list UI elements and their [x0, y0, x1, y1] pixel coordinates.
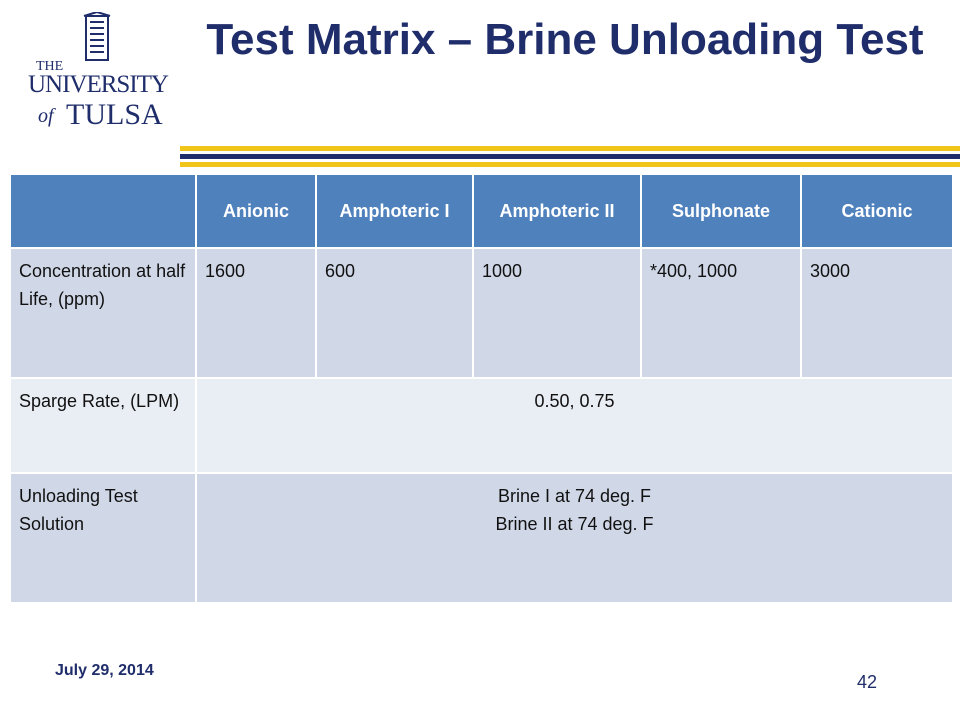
table-header-row — [10, 174, 953, 248]
table-row — [10, 248, 953, 378]
row-label: Unloading Test Solution — [10, 473, 196, 603]
cell-amphoteric-ii: 1000 — [473, 248, 641, 378]
merged-cell-sparge-rate: 0.50, 0.75 — [196, 378, 953, 473]
divider-navy — [180, 154, 960, 159]
cell-sulphonate: *400, 1000 — [641, 248, 801, 378]
page-number: 42 — [857, 672, 878, 692]
footer-date: July 29, 2014 — [55, 662, 154, 679]
header-corner — [10, 174, 196, 248]
divider-gold-top — [180, 146, 960, 151]
divider-gold-bottom — [180, 162, 960, 167]
logo-tulsa: TULSA — [66, 98, 163, 131]
solution-line: Brine II at 74 deg. F — [495, 514, 654, 534]
header-amphoteric-ii: Amphoteric II — [473, 174, 641, 248]
cell-cationic: 3000 — [801, 248, 953, 378]
logo-the: THE — [36, 59, 64, 74]
header-sulphonate: Sulphonate — [641, 174, 801, 248]
title-divider — [180, 146, 960, 170]
logo-of: of — [38, 105, 54, 127]
slide-title: Test Matrix – Brine Unloading Test — [206, 15, 924, 64]
table-row — [10, 473, 953, 603]
header-amphoteric-i: Amphoteric I — [316, 174, 473, 248]
cell-amphoteric-i: 600 — [316, 248, 473, 378]
merged-cell-test-solution — [196, 473, 953, 603]
logo-university: UNIVERSITY — [28, 71, 168, 98]
header-cationic: Cationic — [801, 174, 953, 248]
row-label: Sparge Rate, (LPM) — [10, 378, 196, 473]
row-label: Concentration at half Life, (ppm) — [10, 248, 196, 378]
university-logo — [18, 12, 178, 132]
cell-anionic: 1600 — [196, 248, 316, 378]
tower-icon — [84, 12, 110, 60]
table-row — [10, 378, 953, 473]
solution-line: Brine I at 74 deg. F — [497, 486, 652, 506]
header-anionic: Anionic — [196, 174, 316, 248]
test-matrix-table — [9, 173, 954, 604]
